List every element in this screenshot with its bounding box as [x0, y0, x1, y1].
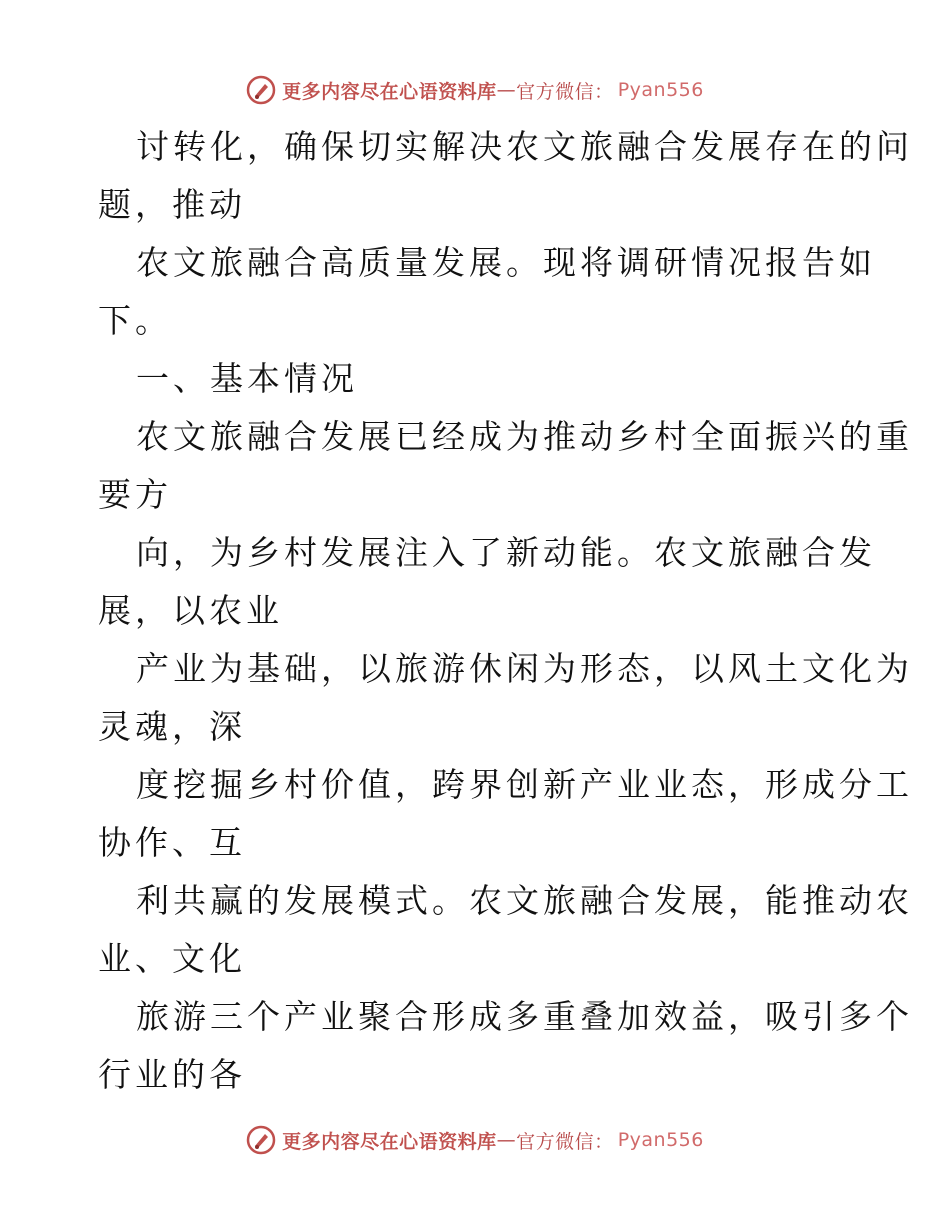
watermark-dash: —	[496, 79, 517, 101]
watermark-wechat-label: 官方微信：	[516, 1130, 614, 1153]
watermark-main-text: 更多内容尽在心语资料库	[282, 1130, 497, 1153]
pen-nib-icon	[246, 1125, 276, 1155]
section-heading: 一、基本情况	[136, 359, 358, 398]
watermark-wechat-id: Pyan556	[617, 1129, 704, 1151]
header-watermark	[0, 70, 950, 110]
body-line: 利共赢的发展模式。农文旅融合发展，能推动农	[136, 881, 913, 920]
body-line: 展，以农业	[98, 591, 283, 630]
watermark-main-text: 更多内容尽在心语资料库	[282, 80, 497, 103]
pen-nib-icon	[246, 75, 276, 105]
body-line: 题，推动	[98, 185, 246, 224]
body-line: 农文旅融合高质量发展。现将调研情况报告如	[136, 243, 876, 282]
document-body	[98, 118, 913, 1104]
body-line: 度挖掘乡村价值，跨界创新产业业态，形成分工	[136, 765, 913, 804]
body-line: 要方	[98, 475, 172, 514]
body-line: 下。	[98, 301, 172, 340]
body-line: 灵魂，深	[98, 707, 246, 746]
body-line: 讨转化，确保切实解决农文旅融合发展存在的问	[136, 127, 913, 166]
body-line: 产业为基础，以旅游休闲为形态，以风土文化为	[136, 649, 913, 688]
watermark-wechat-label: 官方微信：	[516, 80, 614, 103]
watermark-dash: —	[496, 1129, 517, 1151]
body-line: 向，为乡村发展注入了新动能。农文旅融合发	[136, 533, 876, 572]
body-line: 协作、互	[98, 823, 246, 862]
watermark-wechat-id: Pyan556	[617, 79, 704, 101]
body-line: 行业的各	[98, 1055, 246, 1094]
body-line: 旅游三个产业聚合形成多重叠加效益，吸引多个	[136, 997, 913, 1036]
body-line: 农文旅融合发展已经成为推动乡村全面振兴的重	[136, 417, 913, 456]
footer-watermark	[0, 1120, 950, 1160]
body-line: 业、文化	[98, 939, 246, 978]
